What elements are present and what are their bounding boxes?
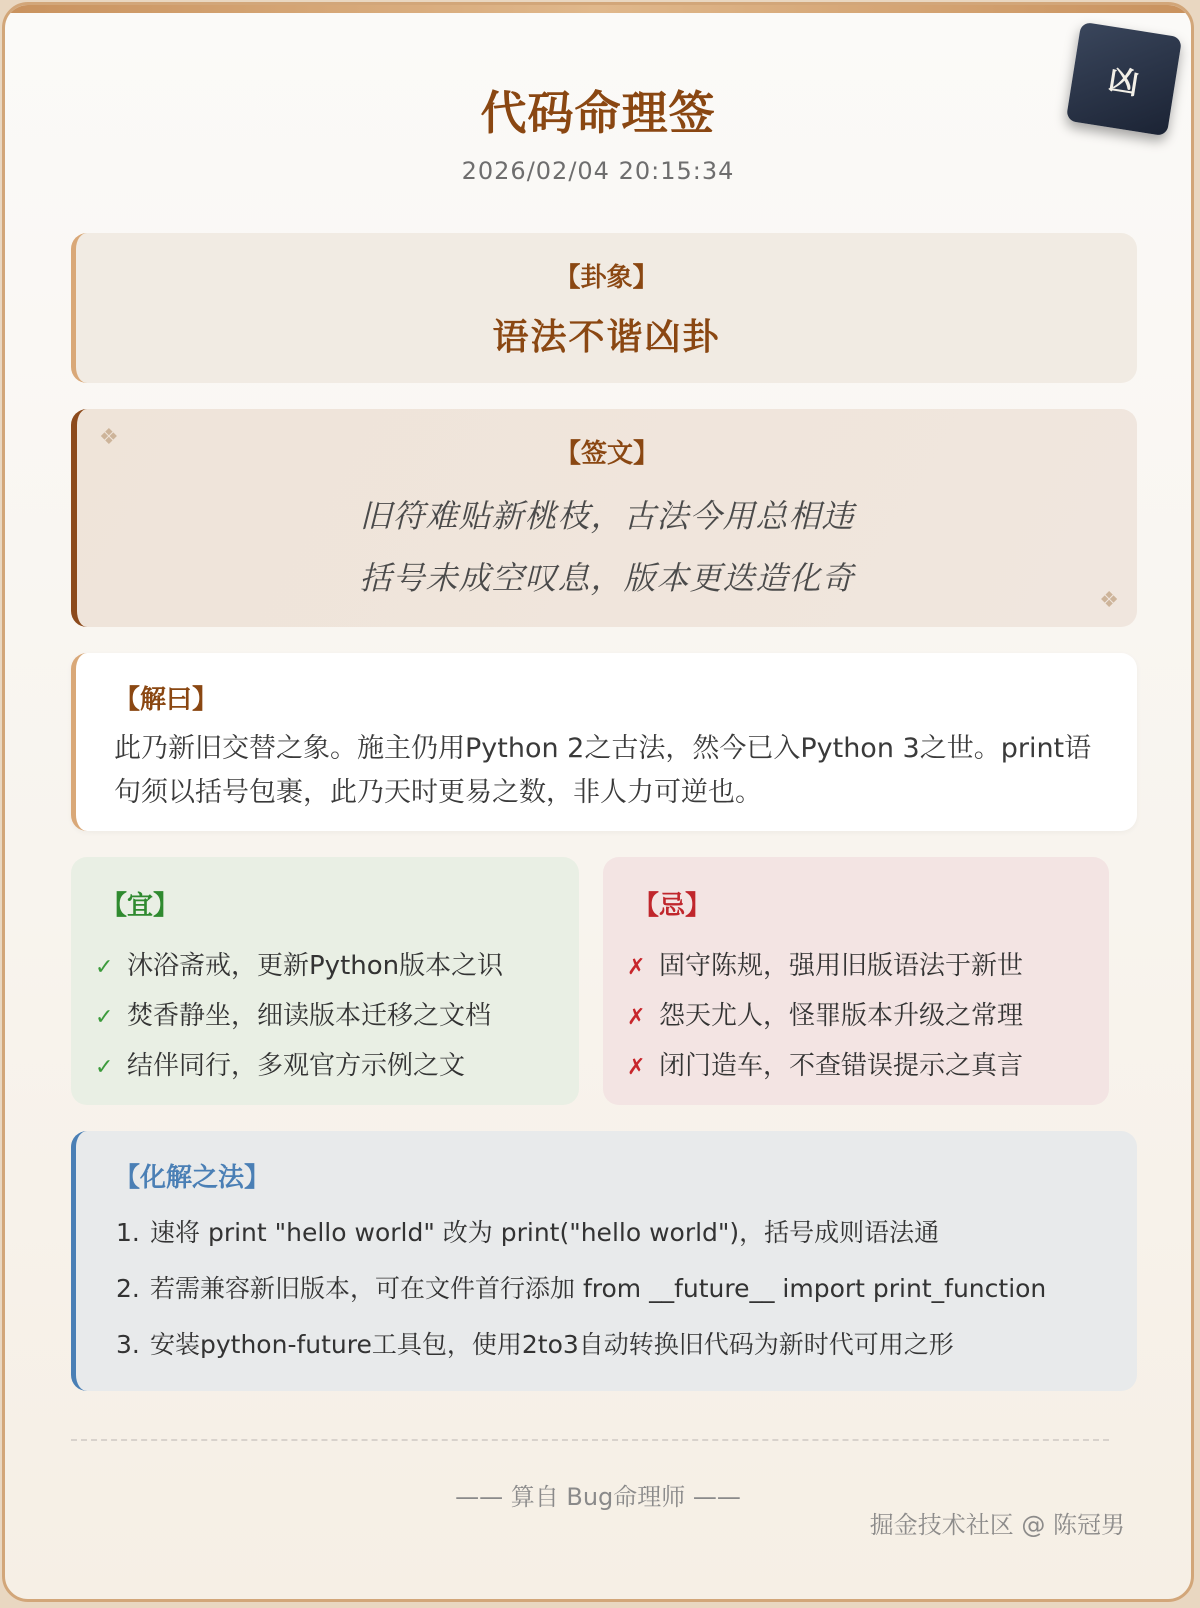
ornament-diamond-icon: ❖ bbox=[99, 425, 119, 450]
qian-line: 旧符难贴新桃枝，古法今用总相违 bbox=[359, 497, 855, 535]
yi-item-text: 沐浴斋戒，更新Python版本之识 bbox=[127, 951, 504, 981]
ji-item-text: 怨天尤人，怪罪版本升级之常理 bbox=[659, 1001, 1024, 1031]
fortune-card bbox=[2, 2, 1194, 1602]
page-title: 代码命理签 bbox=[480, 86, 716, 140]
ji-section bbox=[603, 857, 1109, 1105]
list-item bbox=[627, 991, 1023, 1041]
stamp-character: 凶 bbox=[1105, 62, 1142, 103]
gua-heading: 【卦象】 bbox=[554, 263, 659, 293]
ji-item-text: 闭门造车，不查错误提示之真言 bbox=[659, 1051, 1024, 1081]
hua-section bbox=[71, 1131, 1137, 1391]
cross-icon: ✗ bbox=[627, 1005, 646, 1030]
item-number: 2. bbox=[116, 1274, 140, 1303]
qian-line: 括号未成空叹息，版本更迭造化奇 bbox=[359, 559, 855, 597]
ji-list bbox=[627, 941, 1023, 1091]
jie-heading: 【解曰】 bbox=[114, 685, 219, 715]
jie-section bbox=[71, 653, 1137, 831]
list-item bbox=[116, 1261, 1046, 1317]
ornament-diamond-icon: ❖ bbox=[1099, 588, 1119, 613]
list-item bbox=[95, 1041, 503, 1091]
list-item bbox=[116, 1317, 1046, 1373]
hua-item-text: 安装python-future工具包，使用2to3自动转换旧代码为新时代可用之形 bbox=[150, 1330, 954, 1359]
hua-list bbox=[116, 1205, 1046, 1373]
list-item bbox=[627, 1041, 1023, 1091]
qian-section bbox=[71, 409, 1137, 627]
yi-item-text: 结伴同行，多观官方示例之文 bbox=[127, 1051, 466, 1081]
hua-item-text: 若需兼容新旧版本，可在文件首行添加 from __future__ import print_function bbox=[150, 1274, 1047, 1303]
check-icon: ✓ bbox=[95, 1055, 114, 1080]
footer-signature: —— 算自 Bug命理师 —— bbox=[455, 1483, 741, 1511]
ji-item-text: 固守陈规，强用旧版语法于新世 bbox=[659, 951, 1024, 981]
watermark: 掘金技术社区 @ 陈冠男 bbox=[869, 1511, 1125, 1539]
yi-section bbox=[71, 857, 579, 1105]
item-number: 3. bbox=[116, 1330, 140, 1359]
hua-heading: 【化解之法】 bbox=[114, 1163, 271, 1193]
cross-icon: ✗ bbox=[627, 1055, 646, 1080]
yi-heading: 【宜】 bbox=[101, 891, 180, 921]
list-item bbox=[95, 991, 503, 1041]
yi-item-text: 焚香静坐，细读版本迁移之文档 bbox=[127, 1001, 492, 1031]
hua-item-text: 速将 print "hello world" 改为 print("hello world")，括号成则语法通 bbox=[150, 1218, 940, 1247]
gua-section bbox=[71, 233, 1137, 383]
list-item bbox=[95, 941, 503, 991]
jie-text: 此乃新旧交替之象。施主仍用Python 2之古法，然今已入Python 3之世。print语句须以括号包裹，此乃天时更易之数，非人力可逆也。 bbox=[114, 733, 1092, 808]
ji-heading: 【忌】 bbox=[633, 891, 712, 921]
dashed-divider bbox=[71, 1439, 1109, 1441]
item-number: 1. bbox=[116, 1218, 140, 1247]
timestamp: 2026/02/04 20:15:34 bbox=[461, 157, 735, 185]
qian-heading: 【签文】 bbox=[554, 439, 659, 469]
cross-icon: ✗ bbox=[627, 955, 646, 980]
check-icon: ✓ bbox=[95, 955, 114, 980]
list-item bbox=[627, 941, 1023, 991]
check-icon: ✓ bbox=[95, 1005, 114, 1030]
yi-list bbox=[95, 941, 503, 1091]
gua-name: 语法不谐凶卦 bbox=[492, 317, 721, 358]
list-item bbox=[116, 1205, 1046, 1261]
